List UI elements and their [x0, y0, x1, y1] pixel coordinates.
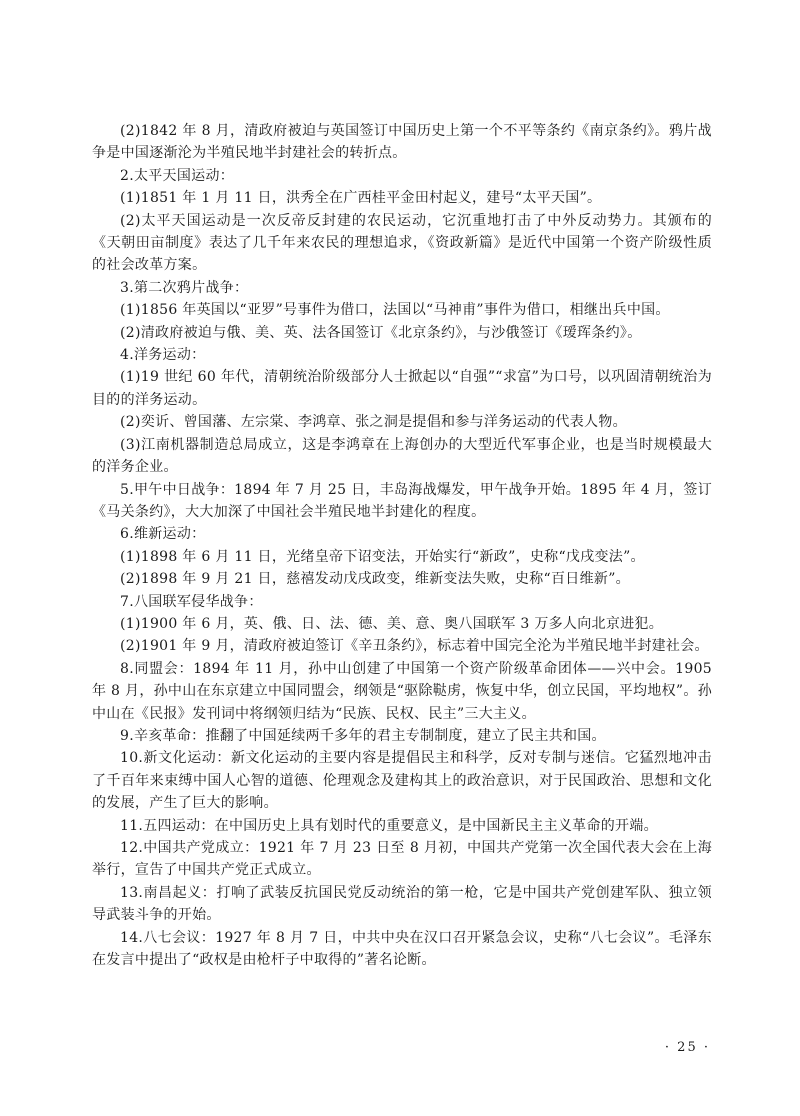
paragraph: 11.五四运动：在中国历史上具有划时代的重要意义，是中国新民主主义革命的开端。: [120, 817, 658, 834]
section-heading: 3.第二次鸦片战争：: [120, 279, 249, 296]
paragraph: 9.辛亥革命：推翻了中国延续两千多年的君主专制制度，建立了民主共和国。: [120, 727, 606, 744]
section-heading: 7.八国联军侵华战争：: [120, 593, 263, 610]
paragraph: (1)1900 年 6 月，英、俄、日、法、德、美、意、奥八国联军 3 万多人向北京进犯。: [120, 615, 664, 632]
paragraph: (1)1851 年 1 月 11 日，洪秀全在广西桂平金田村起义，建号“太平天国”。: [120, 190, 602, 207]
paragraph: (2)太平天国运动是一次反帝反封建的农民运动，它沉重地打击了中外反动势力。其颁布的《天朝田亩制度》表达了几千年来农民的理想追求，《资政新篇》是近代中国第一个资产阶级性质的社会改革方案。: [92, 212, 712, 274]
paragraph: 5.甲午中日战争：1894 年 7 月 25 日，丰岛海战爆发，甲午战争开始。1895 年 4 月，签订《马关条约》，大大加深了中国社会半殖民地半封建化的程度。: [92, 481, 712, 520]
paragraph: (2)奕䜣、曾国藩、左宗棠、李鸿章、张之洞是提倡和参与洋务运动的代表人物。: [120, 414, 627, 431]
paragraph: 13.南昌起义：打响了武装反抗国民党反动统治的第一枪，它是中国共产党创建军队、独立领导武装斗争的开始。: [92, 884, 712, 924]
section-heading: 6.维新运动：: [120, 526, 206, 543]
document-body: [92, 120, 712, 971]
paragraph: 8.同盟会：1894 年 11 月，孙中山创建了中国第一个资产阶级革命团体——兴中会。1905 年 8 月，孙中山在东京建立中国同盟会，纲领是“驱除鞑虏，恢复中华，创立民国，平均地权”。孙中山在《民报》发刊词中将纲领归结为“民族、民权、民主”三大主义。: [92, 660, 712, 722]
paragraph: (3)江南机器制造总局成立，这是李鸿章在上海创办的大型近代军事企业，也是当时规模最大的洋务企业。: [92, 436, 712, 476]
paragraph: 10.新文化运动：新文化运动的主要内容是提倡民主和科学，反对专制与迷信。它猛烈地冲击了千百年来束缚中国人心智的道德、伦理观念及建构其上的政治意识，对于民国政治、思想和文化的发展，产生了巨大的影响。: [92, 750, 712, 812]
paragraph: (2)1898 年 9 月 21 日，慈禧发动戊戌政变，维新变法失败，史称“百日维新”。: [120, 571, 630, 588]
paragraph: (1)1898 年 6 月 11 日，光绪皇帝下诏变法，开始实行“新政”，史称“戊戌变法”。: [120, 548, 645, 565]
paragraph: (2)清政府被迫与俄、美、英、法各国签订《北京条约》，与沙俄签订《瑷珲条约》。: [120, 324, 642, 341]
section-heading: 4.洋务运动：: [120, 347, 206, 364]
section-heading: 2.太平天国运动：: [120, 167, 235, 184]
paragraph: 14.八七会议：1927 年 8 月 7 日，中共中央在汉口召开紧急会议，史称“八七会议”。毛泽东在发言中提出了“政权是由枪杆子中取得的”著名论断。: [92, 929, 712, 969]
paragraph: (2)1901 年 9 月，清政府被迫签订《辛丑条约》，标志着中国完全沦为半殖民地半封建社会。: [120, 638, 709, 655]
paragraph: (1)19 世纪 60 年代，清朝统治阶级部分人士掀起以“自强”“求富”为口号，以巩固清朝统治为目的的洋务运动。: [92, 369, 712, 408]
paragraph: (2)1842 年 8 月，清政府被迫与英国签订中国历史上第一个不平等条约《南京条约》。鸦片战争是中国逐渐沦为半殖民地半封建社会的转折点。: [92, 123, 712, 162]
paragraph: (1)1856 年英国以“亚罗”号事件为借口，法国以“马神甫”事件为借口，相继出兵中国。: [120, 302, 670, 319]
paragraph: 12.中国共产党成立：1921 年 7 月 23 日至 8 月初，中国共产党第一次全国代表大会在上海举行，宣告了中国共产党正式成立。: [92, 840, 712, 879]
page-number: · 25 ·: [664, 1040, 710, 1055]
